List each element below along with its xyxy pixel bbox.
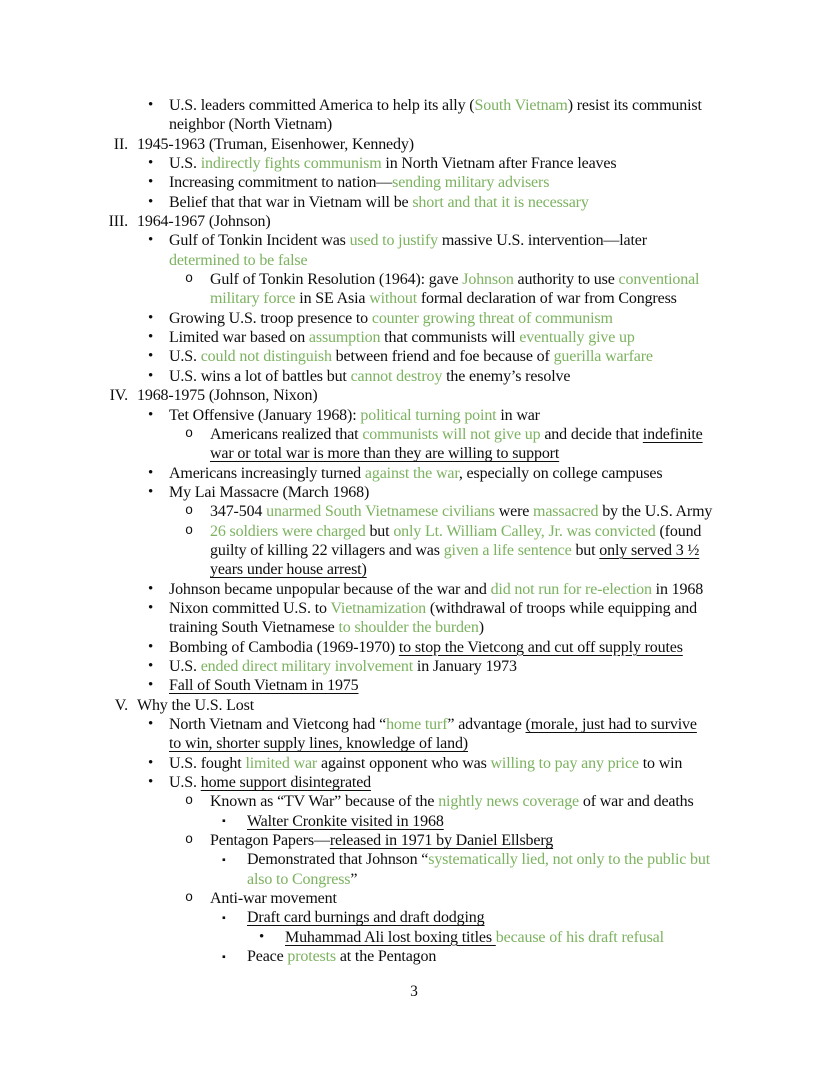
text-segment: Demonstrated that Johnson “ bbox=[247, 851, 429, 869]
text-segment: guilty of killing 22 villagers and was bbox=[210, 541, 444, 559]
text-segment: Walter Cronkite visited in 1968 bbox=[247, 812, 444, 830]
text-segment: Peace bbox=[247, 948, 288, 966]
outline-line bbox=[0, 231, 828, 250]
text-segment: formal declaration of war from Congress bbox=[417, 290, 677, 308]
outline-line bbox=[0, 96, 828, 115]
text-segment: systematically lied, not only to the public but bbox=[428, 851, 711, 869]
bullet-icon: • bbox=[148, 97, 154, 113]
bullet-icon: • bbox=[259, 928, 265, 945]
outline-line bbox=[0, 251, 828, 270]
outline-line bbox=[0, 618, 828, 637]
text-segment: U.S. bbox=[169, 774, 201, 792]
text-segment: indefinite bbox=[642, 425, 703, 443]
text-segment: U.S. wins a lot of battles but bbox=[169, 367, 351, 385]
outline-line bbox=[0, 289, 828, 308]
outline-line bbox=[0, 850, 828, 869]
text-segment: ” advantage bbox=[447, 716, 526, 733]
text-segment: only served 3 ½ bbox=[599, 541, 700, 559]
text-segment: and decide that bbox=[540, 425, 643, 443]
bullet-icon: • bbox=[148, 483, 154, 500]
text-segment: conventional bbox=[618, 271, 700, 289]
text-segment: against the war bbox=[364, 464, 459, 482]
text-segment: ” bbox=[350, 870, 358, 888]
outline-line bbox=[0, 173, 828, 192]
text-segment: did not run for re-election bbox=[490, 580, 652, 598]
circle-bullet-icon: o bbox=[185, 426, 193, 442]
text-segment: massive U.S. intervention—later bbox=[438, 232, 647, 250]
outline-line bbox=[0, 599, 828, 618]
text-segment: to win, shorter supply lines, knowledge of land) bbox=[169, 735, 468, 753]
outline-line bbox=[0, 928, 828, 947]
bullet-icon: • bbox=[148, 232, 154, 249]
text-segment: to shoulder the burden bbox=[338, 619, 479, 637]
text-segment: by the U.S. Army bbox=[598, 503, 713, 521]
text-segment: war or total war is more than they are willing to support bbox=[210, 445, 560, 463]
outline-line bbox=[0, 560, 828, 579]
text-segment: because of his draft refusal bbox=[495, 928, 664, 946]
text-segment: guerilla warfare bbox=[553, 348, 653, 366]
text-segment: training South Vietnamese bbox=[169, 619, 339, 637]
text-segment: home turf bbox=[386, 716, 448, 733]
bullet-icon: • bbox=[148, 367, 154, 384]
text-segment: Johnson bbox=[462, 271, 514, 289]
text-segment: used to justify bbox=[349, 232, 438, 250]
text-segment: ) resist its communist bbox=[567, 97, 702, 114]
text-segment: (found bbox=[655, 522, 702, 540]
circle-bullet-icon: o bbox=[185, 504, 193, 520]
text-segment: without bbox=[369, 290, 418, 308]
text-segment: in war bbox=[496, 406, 540, 424]
text-segment: protests bbox=[287, 948, 336, 966]
text-segment: Tet Offensive (January 1968): bbox=[169, 406, 361, 424]
text-segment: assumption bbox=[308, 329, 381, 347]
circle-bullet-icon: o bbox=[185, 272, 193, 288]
bullet-icon: • bbox=[148, 174, 154, 191]
bullet-icon: • bbox=[148, 464, 154, 481]
text-segment: given a life sentence bbox=[443, 541, 572, 559]
text-segment: Growing U.S. troop presence to bbox=[169, 309, 372, 327]
square-bullet-icon: ▪ bbox=[222, 951, 226, 963]
outline-line bbox=[0, 444, 828, 463]
outline-line bbox=[0, 328, 828, 347]
roman-numeral-label: V. bbox=[114, 696, 128, 714]
text-segment: massacred bbox=[533, 503, 599, 521]
text-segment: Vietnamization bbox=[330, 599, 427, 617]
bullet-icon: • bbox=[148, 580, 154, 597]
text-segment: Americans realized that bbox=[210, 425, 363, 443]
text-segment: Muhammad Ali lost boxing titles bbox=[285, 928, 496, 946]
outline-line bbox=[0, 580, 828, 599]
outline-line bbox=[0, 522, 828, 541]
text-segment: Bombing of Cambodia (1969-1970) bbox=[169, 638, 399, 656]
text-segment: nightly news coverage bbox=[438, 793, 580, 811]
outline-line bbox=[0, 154, 828, 173]
text-segment: Nixon committed U.S. to bbox=[169, 599, 331, 617]
square-bullet-icon: ▪ bbox=[222, 816, 226, 828]
outline-line bbox=[0, 367, 828, 386]
text-segment: 347-504 bbox=[210, 503, 267, 521]
outline-line bbox=[0, 309, 828, 328]
bullet-icon: • bbox=[148, 599, 154, 616]
text-segment: counter growing threat of communism bbox=[371, 309, 613, 327]
bullet-icon: • bbox=[148, 329, 154, 346]
text-segment: ended direct military involvement bbox=[200, 657, 414, 675]
outline-line bbox=[0, 812, 828, 831]
outline-line bbox=[0, 792, 828, 811]
text-segment: U.S. leaders committed America to help its ally ( bbox=[169, 97, 475, 114]
text-segment: were bbox=[494, 503, 534, 521]
outline-line bbox=[0, 541, 828, 560]
outline-line bbox=[0, 773, 828, 792]
square-bullet-icon: ▪ bbox=[222, 912, 226, 924]
text-segment: 1968-1975 (Johnson, Nixon) bbox=[137, 387, 318, 405]
text-segment: , especially on college campuses bbox=[458, 464, 663, 482]
text-segment: released in 1971 by Daniel Ellsberg bbox=[329, 832, 554, 850]
text-segment: the enemy’s resolve bbox=[442, 367, 571, 385]
outline-line bbox=[0, 193, 828, 212]
text-segment: 26 soldiers were charged bbox=[210, 522, 366, 540]
bullet-icon: • bbox=[148, 638, 154, 655]
roman-numeral-label: III. bbox=[108, 213, 128, 231]
bullet-icon: • bbox=[148, 677, 154, 694]
text-segment: U.S. bbox=[169, 657, 201, 675]
outline-line bbox=[0, 754, 828, 773]
circle-bullet-icon: o bbox=[185, 891, 193, 907]
text-segment: could not distinguish bbox=[200, 348, 332, 366]
text-segment: home support disintegrated bbox=[200, 774, 372, 792]
text-segment: but bbox=[365, 522, 394, 540]
text-segment: military force bbox=[210, 290, 296, 308]
text-segment: to win bbox=[638, 754, 683, 772]
text-segment: short and that it is necessary bbox=[412, 193, 589, 211]
bullet-icon: • bbox=[148, 657, 154, 674]
text-segment: unarmed South Vietnamese civilians bbox=[266, 503, 495, 521]
text-segment: U.S. bbox=[169, 348, 201, 366]
text-segment: ) bbox=[478, 619, 484, 637]
outline-line bbox=[0, 908, 828, 927]
text-segment: in SE Asia bbox=[295, 290, 370, 308]
outline-line bbox=[0, 406, 828, 425]
outline-line bbox=[0, 734, 828, 753]
text-segment: Anti-war movement bbox=[210, 890, 337, 908]
text-segment: (morale, just had to survive bbox=[525, 716, 697, 733]
circle-bullet-icon: o bbox=[185, 794, 193, 810]
text-segment: (withdrawal of troops while equipping and bbox=[426, 599, 698, 617]
text-segment: political turning point bbox=[360, 406, 497, 424]
text-segment: only Lt. William Calley, Jr. was convicted bbox=[393, 522, 656, 540]
outline-line bbox=[0, 831, 828, 850]
roman-numeral-label: IV. bbox=[109, 387, 128, 405]
bullet-icon: • bbox=[148, 309, 154, 326]
text-segment: Fall of South Vietnam in 1975 bbox=[169, 677, 359, 695]
text-segment: but bbox=[571, 541, 600, 559]
text-segment: 1964-1967 (Johnson) bbox=[137, 213, 271, 231]
text-segment: Why the U.S. Lost bbox=[137, 696, 254, 714]
text-segment: Gulf of Tonkin Resolution (1964): gave bbox=[210, 271, 463, 289]
outline-line bbox=[0, 889, 828, 908]
text-segment: in 1968 bbox=[651, 580, 704, 598]
page-number: 3 bbox=[410, 983, 418, 1000]
text-segment: South Vietnam bbox=[474, 97, 568, 114]
outline-line bbox=[0, 947, 828, 966]
square-bullet-icon: ▪ bbox=[222, 854, 226, 866]
text-segment: Pentagon Papers— bbox=[210, 832, 330, 850]
outline-line bbox=[0, 115, 828, 134]
text-segment: years under house arrest) bbox=[210, 561, 367, 579]
text-segment: indirectly fights communism bbox=[200, 155, 382, 173]
bullet-icon: • bbox=[148, 155, 154, 172]
bullet-icon: • bbox=[148, 348, 154, 365]
text-segment: Limited war based on bbox=[169, 329, 309, 347]
bullet-icon: • bbox=[148, 754, 154, 771]
text-segment: sending military advisers bbox=[392, 174, 550, 192]
roman-numeral-label: II. bbox=[113, 135, 128, 153]
text-segment: Gulf of Tonkin Incident was bbox=[169, 232, 350, 250]
text-segment: of war and deaths bbox=[579, 793, 694, 811]
text-segment: communists will not give up bbox=[362, 425, 541, 443]
outline-line bbox=[0, 676, 828, 695]
text-segment: authority to use bbox=[513, 271, 619, 289]
outline-line bbox=[0, 638, 828, 657]
text-segment: limited war bbox=[245, 754, 318, 772]
outline-line bbox=[0, 212, 828, 231]
outline-content bbox=[0, 96, 828, 966]
outline-line bbox=[0, 425, 828, 444]
text-segment: Johnson became unpopular because of the war and bbox=[169, 580, 491, 598]
text-segment: eventually give up bbox=[519, 329, 635, 347]
text-segment: U.S. fought bbox=[169, 754, 246, 772]
text-segment: that communists will bbox=[380, 329, 520, 347]
bullet-icon: • bbox=[148, 406, 154, 423]
outline-line bbox=[0, 870, 828, 889]
text-segment: cannot destroy bbox=[350, 367, 443, 385]
text-segment: against opponent who was bbox=[317, 754, 491, 772]
outline-line bbox=[0, 657, 828, 676]
outline-line bbox=[0, 464, 828, 483]
text-segment: Americans increasingly turned bbox=[169, 464, 365, 482]
bullet-icon: • bbox=[148, 774, 154, 791]
text-segment: willing to pay any price bbox=[490, 754, 639, 772]
outline-line bbox=[0, 386, 828, 405]
text-segment: North Vietnam and Vietcong had “ bbox=[169, 716, 387, 733]
circle-bullet-icon: o bbox=[185, 833, 193, 849]
text-segment: Draft card burnings and draft dodging bbox=[247, 909, 485, 927]
text-segment: also to Congress bbox=[247, 870, 351, 888]
text-segment: Belief that that war in Vietnam will be bbox=[169, 193, 413, 211]
outline-line bbox=[0, 715, 828, 734]
outline-line bbox=[0, 135, 828, 154]
outline-line bbox=[0, 270, 828, 289]
outline-line bbox=[0, 696, 828, 715]
outline-line bbox=[0, 483, 828, 502]
text-segment: in North Vietnam after France leaves bbox=[381, 155, 617, 173]
text-segment: Increasing commitment to nation— bbox=[169, 174, 393, 192]
text-segment: My Lai Massacre (March 1968) bbox=[169, 483, 370, 501]
text-segment: at the Pentagon bbox=[335, 948, 437, 966]
bullet-icon: • bbox=[148, 193, 154, 210]
text-segment: determined to be false bbox=[169, 251, 308, 269]
text-segment: neighbor (North Vietnam) bbox=[169, 116, 333, 134]
outline-line bbox=[0, 347, 828, 366]
bullet-icon: • bbox=[148, 716, 154, 732]
text-segment: between friend and foe because of bbox=[331, 348, 554, 366]
circle-bullet-icon: o bbox=[185, 523, 193, 539]
outline-line bbox=[0, 502, 828, 521]
text-segment: U.S. bbox=[169, 155, 201, 173]
text-segment: 1945-1963 (Truman, Eisenhower, Kennedy) bbox=[137, 135, 414, 153]
text-segment: Known as “TV War” because of the bbox=[210, 793, 439, 811]
text-segment: in January 1973 bbox=[413, 657, 517, 675]
text-segment: to stop the Vietcong and cut off supply routes bbox=[398, 638, 683, 656]
